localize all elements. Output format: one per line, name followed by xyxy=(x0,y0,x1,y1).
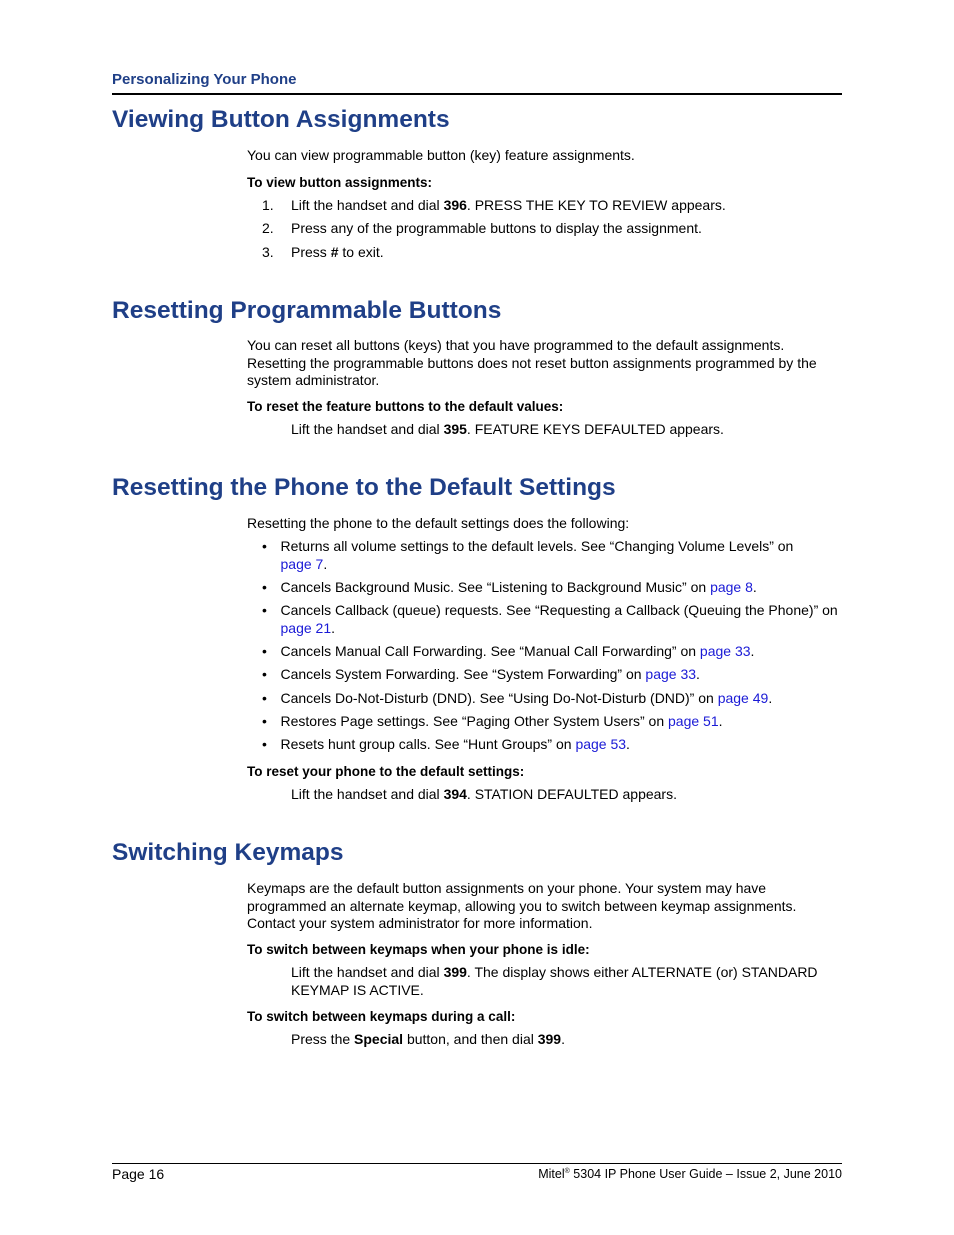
bullet-item xyxy=(262,690,842,708)
step-number: 3. xyxy=(262,244,274,260)
bullet-text: Cancels Do-Not-Disturb (DND). See “Using Do-Not-Disturb (DND)” on xyxy=(280,690,718,706)
hash-key: # xyxy=(330,244,339,260)
header-rule xyxy=(112,93,842,95)
bullet-text: Resets hunt group calls. See “Hunt Groups” on xyxy=(280,736,576,752)
keymaps-call-procedure-heading: To switch between keymaps during a call: xyxy=(247,1009,516,1024)
bullet-end: . xyxy=(323,555,328,572)
step-number: 2. xyxy=(262,220,274,236)
bullet-text: Cancels Callback (queue) requests. See “Requesting a Callback (Queuing the Phone)” on xyxy=(280,602,838,618)
bullet-end: . xyxy=(626,736,630,752)
bullet-text: Cancels Manual Call Forwarding. See “Manual Call Forwarding” on xyxy=(280,643,700,659)
bullet-dot-icon: • xyxy=(262,736,267,752)
footer-rule xyxy=(112,1163,842,1164)
bullet-item xyxy=(262,579,842,597)
registered-mark: ® xyxy=(564,1167,570,1175)
bullet-dot-icon: • xyxy=(262,643,267,659)
resetting-buttons-procedure-heading: To reset the feature buttons to the default values: xyxy=(247,399,564,414)
section-title-resetting-buttons: Resetting Programmable Buttons xyxy=(112,297,502,324)
section-title-keymaps: Switching Keymaps xyxy=(112,839,344,866)
step-text: Press any of the programmable buttons to display the assignment. xyxy=(291,220,702,236)
page-number: Page 16 xyxy=(112,1166,165,1182)
running-header: Personalizing Your Phone xyxy=(112,71,297,88)
bullet-item xyxy=(262,713,842,731)
keymaps-intro: Keymaps are the default button assignments on your phone. Your system may have programmed an alternate keymap, allowing you to switch between keymap assignments. Contact your system administrator for more information. xyxy=(247,880,797,931)
step-text: . FEATURE KEYS DEFAULTED appears. xyxy=(466,421,724,437)
step-text: to exit. xyxy=(338,244,384,260)
step-text: . xyxy=(561,1031,565,1047)
resetting-phone-step xyxy=(291,786,837,804)
dial-code: 395 xyxy=(443,421,467,437)
bullet-end: . xyxy=(750,643,755,659)
section-title-viewing: Viewing Button Assignments xyxy=(112,106,450,133)
bullet-item xyxy=(262,736,842,754)
bullet-item xyxy=(262,538,812,573)
page-link[interactable]: page 7 xyxy=(280,555,324,572)
step-text: . PRESS THE KEY TO REVIEW appears. xyxy=(466,197,726,213)
bullet-dot-icon: • xyxy=(262,602,267,618)
step-text: button, and then dial xyxy=(403,1031,538,1047)
bullet-end: . xyxy=(331,619,335,636)
page-link[interactable]: page 33 xyxy=(699,643,751,659)
bullet-end: . xyxy=(768,690,773,706)
bullet-text: Cancels Background Music. See “Listening to Background Music” on xyxy=(280,579,711,595)
bullet-dot-icon: • xyxy=(262,713,267,729)
page-link[interactable]: page 53 xyxy=(575,736,627,752)
resetting-buttons-step xyxy=(291,421,837,439)
keymaps-call-step xyxy=(291,1031,837,1049)
bullet-text: Returns all volume settings to the default levels. See “Changing Volume Levels” on xyxy=(280,538,794,554)
resetting-phone-procedure-heading: To reset your phone to the default settings: xyxy=(247,764,525,779)
page-link[interactable]: page 51 xyxy=(668,713,719,729)
step-text: Press xyxy=(291,244,331,260)
step-text: Lift the handset and dial xyxy=(291,197,444,213)
bullet-end: . xyxy=(718,713,723,729)
section-title-resetting-phone: Resetting the Phone to the Default Settings xyxy=(112,474,616,501)
dial-code: 399 xyxy=(443,964,467,980)
page-link[interactable]: page 49 xyxy=(717,690,769,706)
resetting-buttons-intro: You can reset all buttons (keys) that you have programmed to the default assignments. Resetting the programmable buttons does not reset button assignments programmed by the system administrator. xyxy=(247,337,817,388)
step-number: 1. xyxy=(262,197,274,213)
viewing-step-3 xyxy=(262,244,384,262)
step-text: Lift the handset and dial xyxy=(291,786,444,802)
dial-code: 399 xyxy=(537,1031,562,1047)
bullet-text: Restores Page settings. See “Paging Other System Users” on xyxy=(280,713,669,729)
bullet-dot-icon: • xyxy=(262,666,267,682)
bullet-dot-icon: • xyxy=(262,579,267,595)
keymaps-idle-step xyxy=(291,964,831,999)
keymaps-idle-procedure-heading: To switch between keymaps when your phone is idle: xyxy=(247,942,590,957)
viewing-intro: You can view programmable button (key) feature assignments. xyxy=(247,147,635,163)
step-text: . The display shows either ALTERNATE (or) STANDARD KEYMAP IS ACTIVE. xyxy=(291,964,818,998)
brand-name: Mitel xyxy=(538,1167,565,1181)
footer-guide-title xyxy=(538,1167,842,1181)
dial-code: 396 xyxy=(443,197,467,213)
bullet-item xyxy=(262,666,842,684)
page-link[interactable]: page 33 xyxy=(645,666,697,682)
page-link[interactable]: page 21 xyxy=(280,619,332,636)
special-button-label: Special xyxy=(354,1031,404,1047)
bullet-text: Cancels System Forwarding. See “System Forwarding” on xyxy=(280,666,646,682)
bullet-end: . xyxy=(752,579,757,595)
step-text: . STATION DEFAULTED appears. xyxy=(466,786,677,802)
viewing-step-1 xyxy=(262,197,726,215)
step-text: Press the xyxy=(291,1031,355,1047)
step-text: Lift the handset and dial xyxy=(291,421,444,437)
viewing-step-2 xyxy=(262,220,702,238)
step-text: Lift the handset and dial xyxy=(291,964,444,980)
bullet-dot-icon: • xyxy=(262,538,267,554)
page-link[interactable]: page 8 xyxy=(710,579,753,595)
bullet-dot-icon: • xyxy=(262,690,267,706)
bullet-item xyxy=(262,643,842,661)
resetting-phone-intro: Resetting the phone to the default settings does the following: xyxy=(247,515,630,531)
bullet-end: . xyxy=(696,666,700,682)
dial-code: 394 xyxy=(443,786,467,802)
guide-title-text: 5304 IP Phone User Guide – Issue 2, June 2010 xyxy=(569,1167,842,1181)
viewing-procedure-heading: To view button assignments: xyxy=(247,175,433,190)
bullet-item xyxy=(262,602,842,637)
